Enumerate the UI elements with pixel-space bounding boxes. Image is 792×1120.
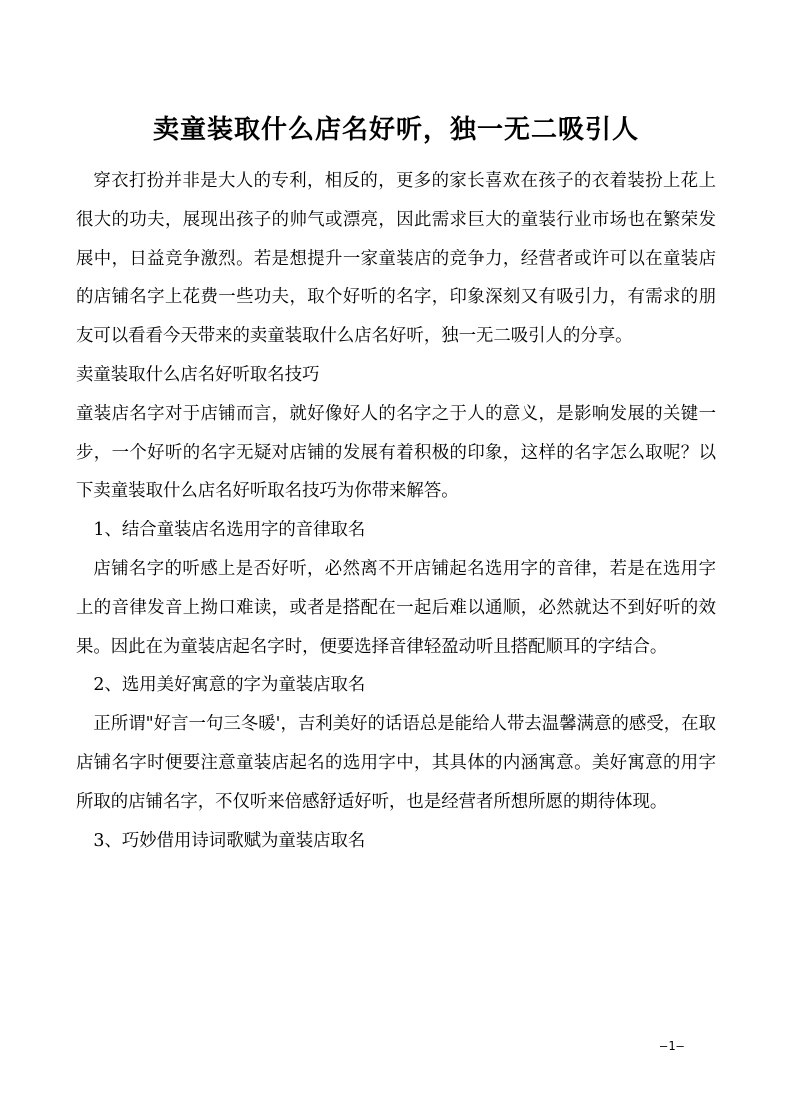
section-heading: 卖童装取什么店名好听取名技巧: [76, 364, 320, 385]
tip-heading-2: 2、选用美好寓意的字为童装店取名: [93, 675, 366, 696]
paragraph-tip-1: 店铺名字的听感上是否好听，必然离不开店铺起名选用字的音律，若是在选用字上的音律发音上拗口难读，或者是搭配在一起后难以通顺，必然就达不到好听的效果。因此在为童装店起名字时，便要选择音律轻盈动听且搭配顺耳的字结合。: [76, 558, 716, 657]
paragraph-section-intro: 童装店名字对于店铺而言，就好像好人的名字之于人的意义，是影响发展的关键一步，一个好听的名字无疑对店铺的发展有着积极的印象，这样的名字怎么取呢？以下卖童装取什么店名好听取名技巧为你带来解答。: [76, 403, 716, 502]
paragraph-tip-2: 正所谓"好言一句三冬暖'，吉利美好的话语总是能给人带去温馨满意的感受，在取店铺名字时便要注意童装店起名的选用字中，其具体的内涵寓意。美好寓意的用字所取的店铺名字，不仅听来倍感舒适好听，也是经营者所想所愿的期待体现。: [76, 714, 716, 812]
document-body: [76, 162, 716, 860]
page-number: —1—: [660, 1039, 685, 1053]
tip-heading-3: 3、巧妙借用诗词歌赋为童装店取名: [93, 830, 366, 851]
document-title: 卖童装取什么店名好听，独一无二吸引人: [152, 115, 639, 145]
paragraph-intro: 穿衣打扮并非是大人的专利，相反的，更多的家长喜欢在孩子的衣着装扮上花上很大的功夫，展现出孩子的帅气或漂亮，因此需求巨大的童装行业市场也在繁荣发展中，日益竞争激烈。若是想提升一家童装店的竞争力，经营者或许可以在童装店的店铺名字上花费一些功夫，取个好听的名字，印象深刻又有吸引力，有需求的朋友可以看看今天带来的卖童装取什么店名好听，独一无二吸引人的分享。: [76, 171, 716, 347]
tip-heading-1: 1、结合童装店名选用字的音律取名: [93, 520, 366, 541]
